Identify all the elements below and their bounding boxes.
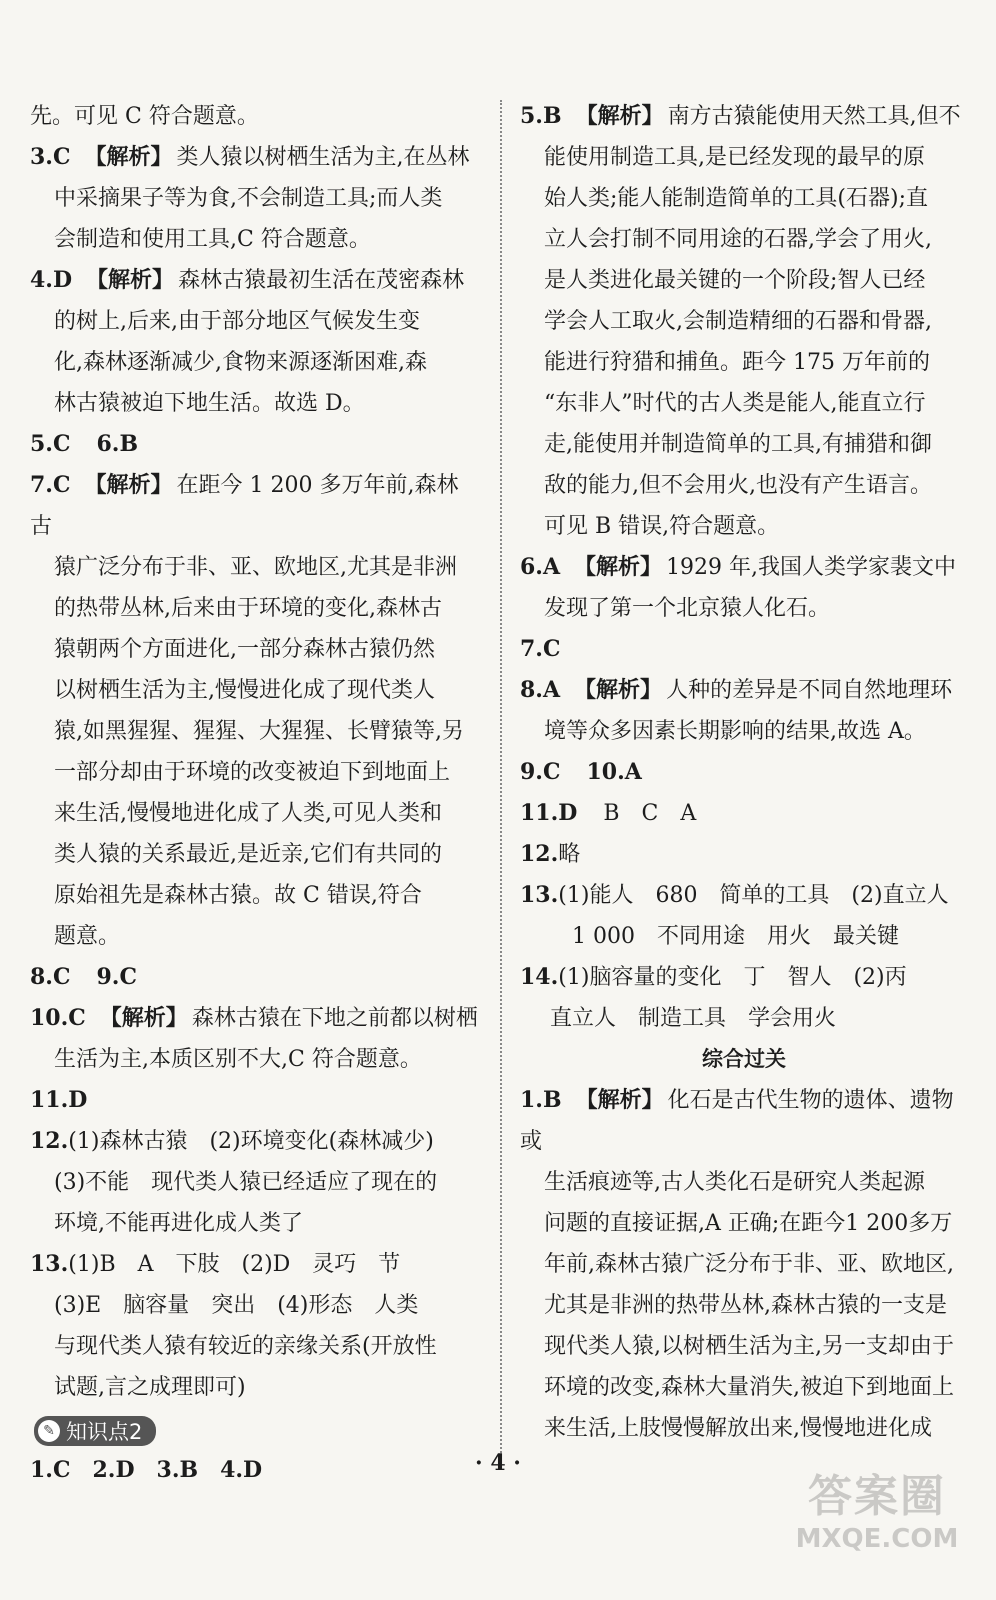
text-line: 森林古猿在下地之前都以树栖	[191, 1006, 478, 1031]
text-line: 环境,不能再进化成人类了	[54, 1211, 303, 1236]
text-line: 森林古猿最初生活在茂密森林	[178, 268, 465, 293]
text-line: 走,能使用并制造简单的工具,有捕猎和御	[544, 432, 932, 457]
text-line: 以树栖生活为主,慢慢进化成了现代类人	[54, 678, 435, 703]
text-line: 猿,如黑猩猩、猩猩、大猩猩、长臂猿等,另	[54, 719, 464, 744]
answer-number: 10.A	[586, 759, 642, 785]
watermark-url: MXQE.COM	[795, 1524, 959, 1554]
text-line: 问题的直接证据,A 正确;在距今1 200多万	[544, 1211, 953, 1236]
answer-11d	[520, 793, 968, 834]
text-line: (3)E 脑容量 突出 (4)形态 人类	[54, 1293, 419, 1318]
text-line: 与现代类人猿有较近的亲缘关系(开放性	[54, 1334, 437, 1359]
text-line: B C A	[603, 801, 697, 826]
answer-number: 12.	[520, 841, 559, 867]
text-line: (3)不能 现代类人猿已经适应了现在的	[54, 1170, 438, 1195]
text-line: 试题,言之成理即可)	[54, 1375, 246, 1400]
analysis-tag: 【解析】	[84, 144, 173, 170]
text-line: 猿广泛分布于非、亚、欧地区,尤其是非洲	[54, 555, 457, 580]
badge-icon: ✎	[38, 1420, 60, 1442]
text-line: 类人猿以树栖生活为主,在丛林	[176, 145, 470, 170]
answer-number: 9.C	[96, 964, 137, 990]
answer-8-9	[30, 957, 478, 998]
answer-number: 9.C	[520, 759, 561, 785]
text-line: 原始祖先是森林古猿。故 C 错误,符合	[54, 883, 422, 908]
text-line: 现代类人猿,以树栖生活为主,另一支却由于	[544, 1334, 954, 1359]
text-line: 先。可见 C 符合题意。	[30, 104, 259, 129]
answer-13-right	[520, 875, 968, 957]
knowledge-point-badge	[34, 1416, 156, 1446]
text-line: 是人类进化最关键的一个阶段;智人已经	[544, 268, 926, 293]
text-line: 敌的能力,但不会用火,也没有产生语言。	[544, 473, 932, 498]
answer-number: 7.C	[30, 472, 71, 498]
text-line: 发现了第一个北京猿人化石。	[544, 596, 831, 621]
answer-number: 6.A	[520, 554, 561, 580]
text-line: 南方古猿能使用天然工具,但不	[667, 104, 961, 129]
text-line: 可见 B 错误,符合题意。	[544, 514, 780, 539]
text-line: 中采摘果子等为食,不会制造工具;而人类	[54, 186, 443, 211]
answer-number: 1.C 2.D 3.B 4.D	[30, 1457, 263, 1483]
text-line: 的热带丛林,后来由于环境的变化,森林古	[54, 596, 442, 621]
answer-14	[520, 957, 968, 1039]
answer-number: 8.C	[30, 964, 71, 990]
text-line: 能进行狩猎和捕鱼。距今 175 万年前的	[544, 350, 930, 375]
section-title: 综合过关	[702, 1047, 786, 1071]
answer-4	[30, 260, 478, 424]
text-line: (1)森林古猿 (2)环境变化(森林减少)	[68, 1129, 434, 1154]
answer-12-right	[520, 834, 968, 875]
answer-6a	[520, 547, 968, 629]
answer-number: 5.B	[520, 103, 562, 129]
watermark-logo	[782, 1460, 972, 1580]
text-line: 能使用制造工具,是已经发现的最早的原	[544, 145, 925, 170]
answer-7c	[520, 629, 968, 670]
text-line: 环境的改变,森林大量消失,被迫下到地面上	[544, 1375, 954, 1400]
left-column	[30, 96, 478, 1491]
answer-13	[30, 1244, 478, 1408]
text-line: 化石是古代生物的遗体、遗物或	[520, 1088, 954, 1154]
text-line: “东非人”时代的古人类是能人,能直立行	[544, 391, 926, 416]
answer-number: 7.C	[520, 636, 561, 662]
answer-5-6	[30, 424, 478, 465]
text-line: 来生活,上肢慢慢解放出来,慢慢地进化成	[544, 1416, 932, 1441]
text-line: 会制造和使用工具,C 符合题意。	[54, 227, 371, 252]
text-line: 学会人工取火,会制造精细的石器和骨器,	[544, 309, 932, 334]
text-line: 林古猿被迫下地生活。故选 D。	[54, 391, 365, 416]
answer-number: 10.C	[30, 1005, 86, 1031]
text-line: 1 000 不同用途 用火 最关键	[572, 924, 899, 949]
column-divider	[500, 100, 502, 1460]
text-line: (1)B A 下肢 (2)D 灵巧 节	[68, 1252, 401, 1277]
answer-number: 3.C	[30, 144, 71, 170]
text-line: 尤其是非洲的热带丛林,森林古猿的一支是	[544, 1293, 947, 1318]
answer-2-cont	[30, 96, 478, 137]
text-line: 始人类;能人能制造简单的工具(石器);直	[544, 186, 928, 211]
analysis-tag: 【解析】	[86, 267, 175, 293]
answer-number: 11.D	[520, 800, 578, 826]
answer-11	[30, 1080, 478, 1121]
text-line: 生活为主,本质区别不大,C 符合题意。	[54, 1047, 422, 1072]
analysis-tag: 【解析】	[99, 1005, 188, 1031]
answer-number: 6.B	[96, 431, 139, 457]
text-line: 类人猿的关系最近,是近亲,它们有共同的	[54, 842, 442, 867]
answer-number: 1.B	[520, 1087, 562, 1113]
answer-number: 5.C	[30, 431, 71, 457]
right-column	[520, 96, 968, 1449]
answer-3	[30, 137, 478, 260]
page-number: · 4 ·	[475, 1450, 521, 1476]
text-line: (1)能人 680 简单的工具 (2)直立人	[558, 883, 949, 908]
text-line: 一部分却由于环境的改变被迫下到地面上	[54, 760, 451, 785]
text-line: 1929 年,我国人类学家裴文中	[666, 555, 957, 580]
analysis-tag: 【解析】	[575, 103, 664, 129]
answer-5b	[520, 96, 968, 547]
answer-8a	[520, 670, 968, 752]
analysis-tag: 【解析】	[84, 472, 173, 498]
answer-number: 12.	[30, 1128, 69, 1154]
answer-1b-comprehensive	[520, 1080, 968, 1449]
text-line: 直立人 制造工具 学会用火	[550, 1006, 837, 1031]
text-line: 猿朝两个方面进化,一部分森林古猿仍然	[54, 637, 435, 662]
answer-number: 8.A	[520, 677, 561, 703]
answer-12	[30, 1121, 478, 1244]
answer-10	[30, 998, 478, 1080]
answer-number: 14.	[520, 964, 559, 990]
text-line: 立人会打制不同用途的石器,学会了用火,	[544, 227, 932, 252]
analysis-tag: 【解析】	[574, 677, 663, 703]
text-line: 略	[558, 842, 581, 867]
text-line: 的树上,后来,由于部分地区气候发生变	[54, 309, 420, 334]
text-line: 生活痕迹等,古人类化石是研究人类起源	[544, 1170, 925, 1195]
answer-number: 11.D	[30, 1087, 88, 1113]
text-line: (1)脑容量的变化 丁 智人 (2)丙	[558, 965, 907, 990]
answer-number: 13.	[520, 882, 559, 908]
text-line: 在距今 1 200 多万年前,森林古	[30, 473, 459, 539]
text-line: 化,森林逐渐减少,食物来源逐渐困难,森	[54, 350, 427, 375]
text-line: 来生活,慢慢地进化成了人类,可见人类和	[54, 801, 442, 826]
text-line: 年前,森林古猿广泛分布于非、亚、欧地区,	[544, 1252, 954, 1277]
knowledge-point-label: 知识点2	[66, 1420, 143, 1444]
answer-9-10	[520, 752, 968, 793]
answer-number: 13.	[30, 1251, 69, 1277]
text-line: 境等众多因素长期影响的结果,故选 A。	[544, 719, 926, 744]
analysis-tag: 【解析】	[575, 1087, 664, 1113]
text-line: 题意。	[54, 924, 121, 949]
answer-7	[30, 465, 478, 957]
analysis-tag: 【解析】	[574, 554, 663, 580]
answer-number: 4.D	[30, 267, 73, 293]
watermark-text: 答案圈	[808, 1471, 946, 1522]
text-line: 人种的差异是不同自然地理环	[666, 678, 953, 703]
